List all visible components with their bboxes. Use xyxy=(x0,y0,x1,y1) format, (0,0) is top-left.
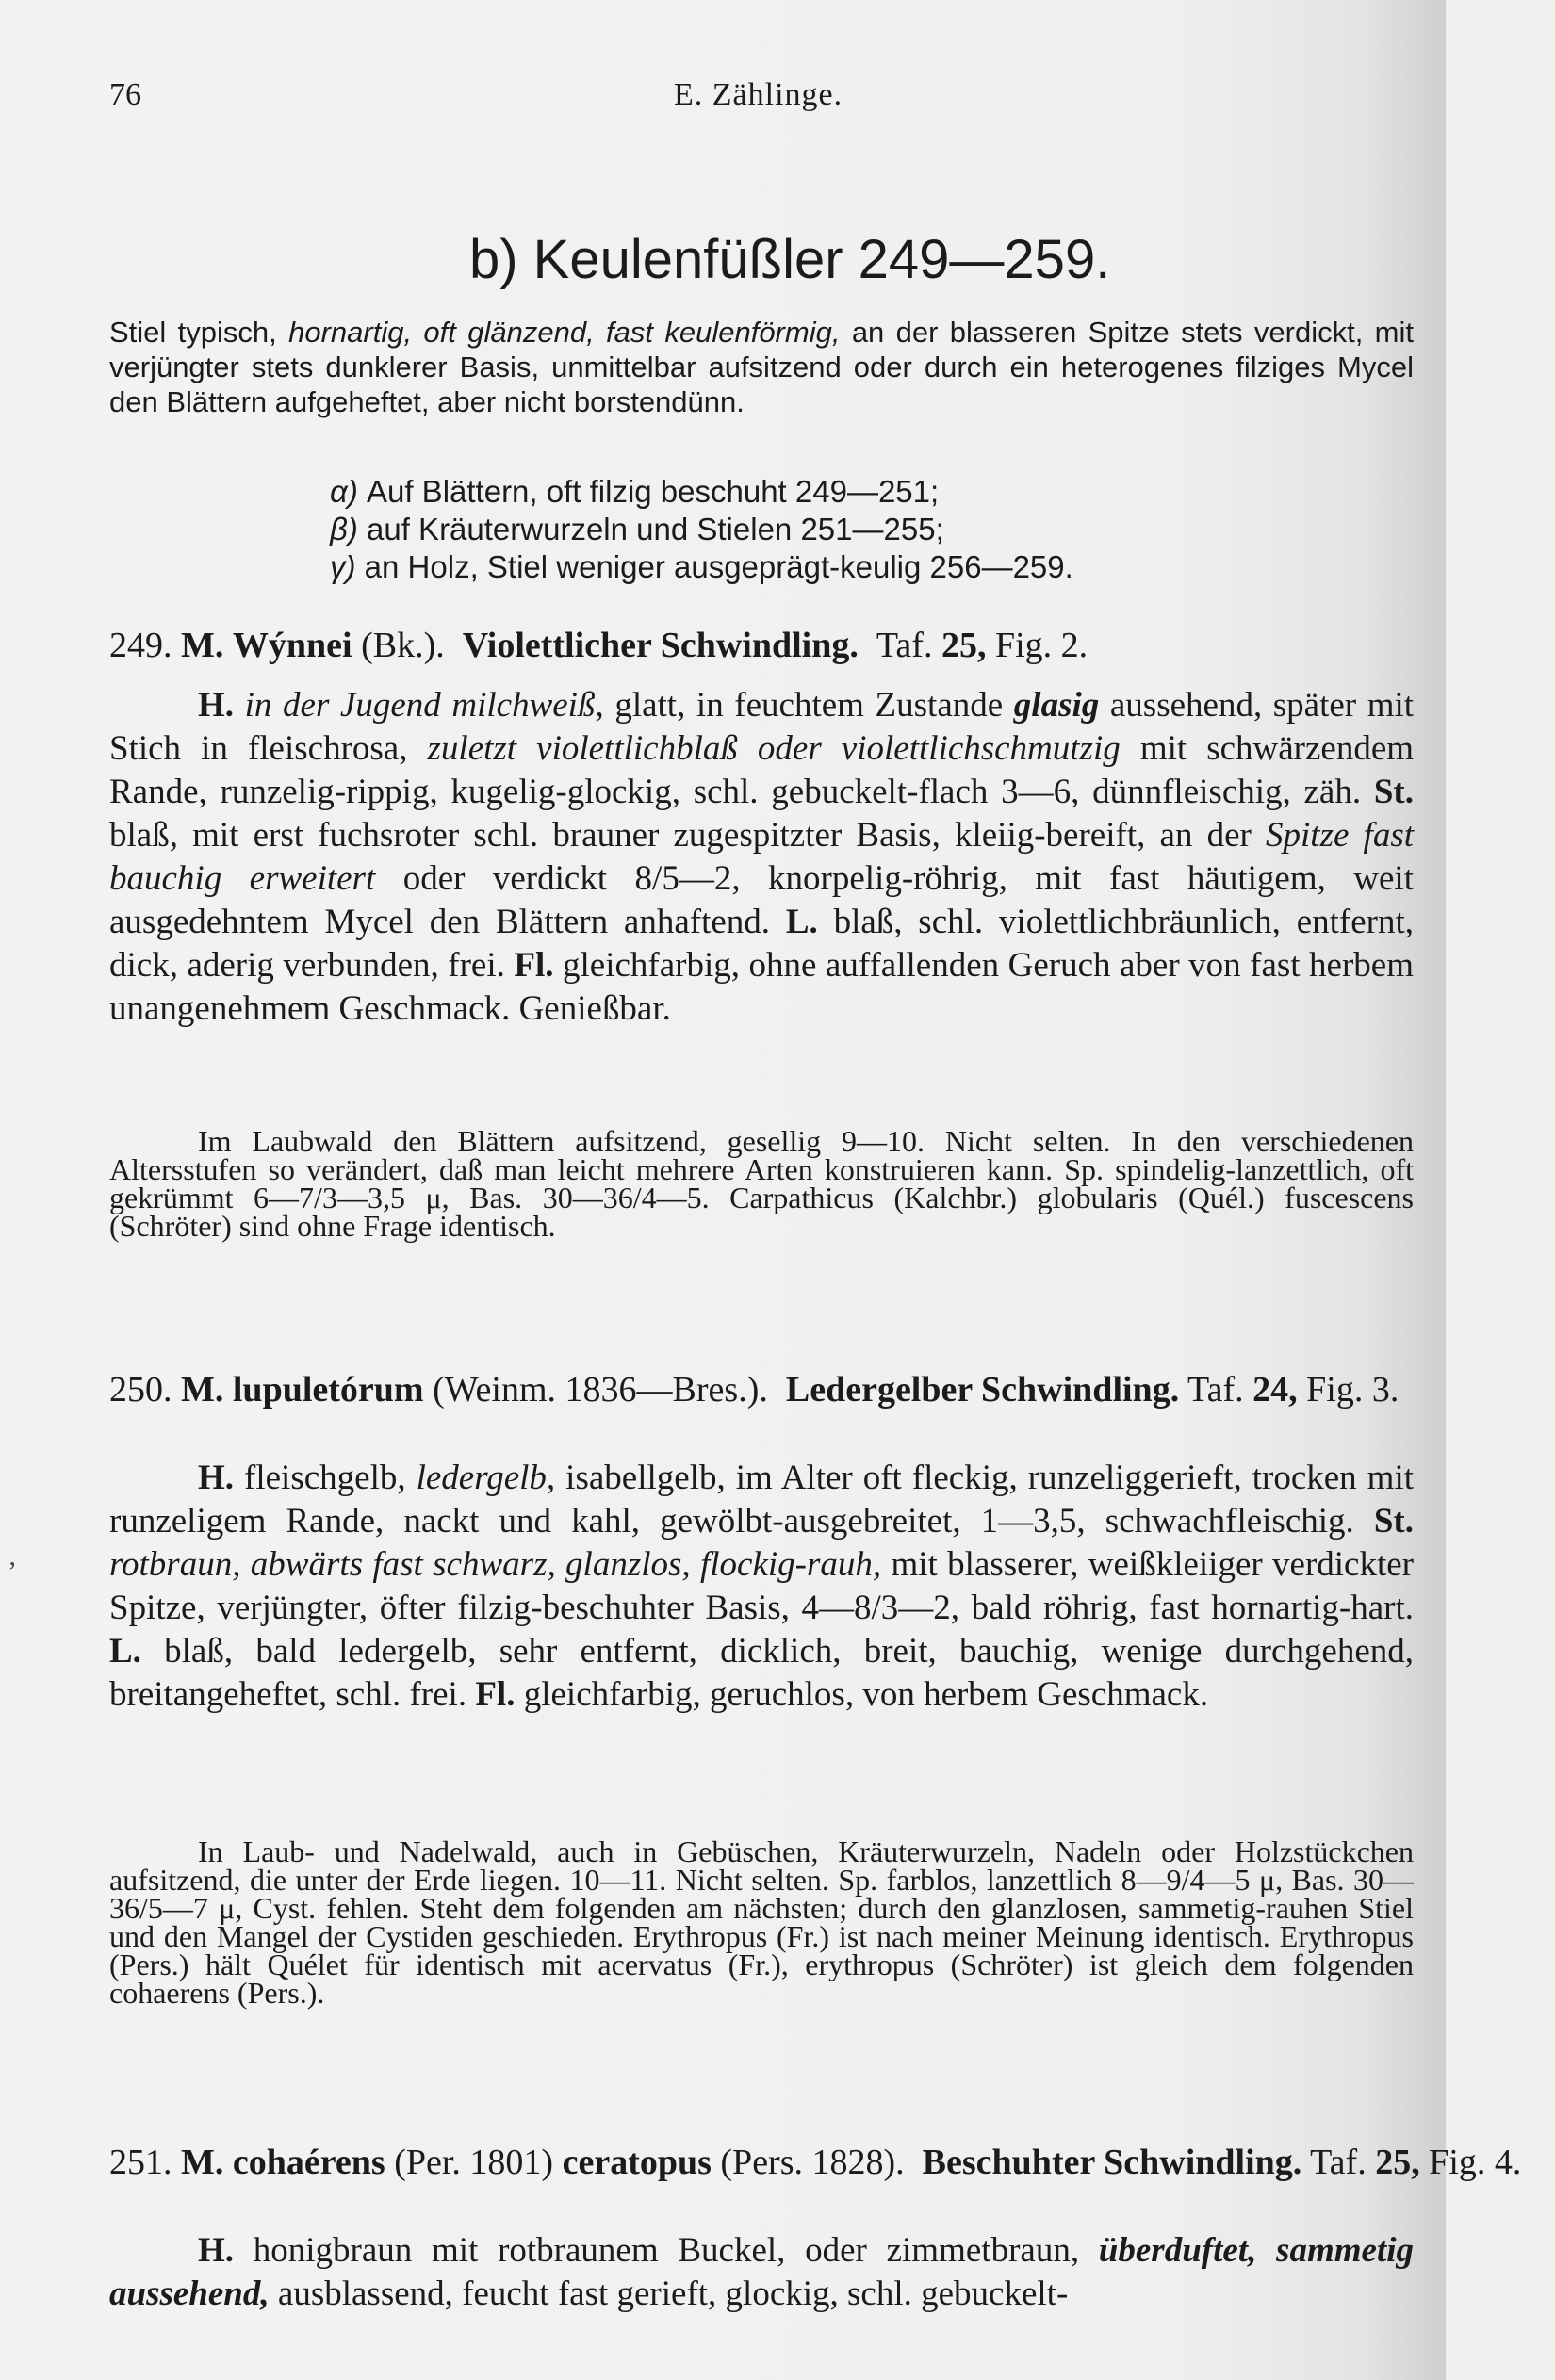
page-number: 76 xyxy=(109,77,141,112)
margin-mark: ʼ xyxy=(8,1557,17,1588)
group-item: β) auf Kräuterwurzeln und Stielen 251—255; xyxy=(330,512,944,546)
species-description-250: H. fleischgelb, ledergelb, isabellgelb, im Alter oft fleckig, runzeliggerieft, trocken mit runzeligem Rande, nackt und kahl, gewölbt-ausgebreitet, 1—3,5, schwachfleischig. St. rotbraun, abwärts fast schwarz, glanzlos, flockig-rauh, mit blasserer, weißkleiiger verdickter Spitze, verjüngter, öfter filzig-beschuhter Basis, 4—8/3—2, bald röhrig, fast hornartig-hart. L. blaß, bald ledergelb, sehr entfernt, dicklich, breit, bauchig, wenige durchgehend, breitangeheftet, schl. frei. Fl. gleichfarbig, geruchlos, von herbem Geschmack. xyxy=(109,1459,1415,1714)
species-notes-250: In Laub- und Nadelwald, auch in Gebüschen, Kräuterwurzeln, Nadeln oder Holzstückchen aufsitzend, die unter der Erde liegen. 10—11. Nicht selten. Sp. farblos, lanzettlich 8—9/4—5 μ, Bas. 30—36/5—7 μ, Cyst. fehlen. Steht dem folgenden am nächsten; durch den glanzlosen, sammetig-rauhen Stiel und den Mangel der Cystiden geschieden. Erythropus (Fr.) ist nach meiner Meinung identisch. Erythropus (Pers.) hält Quélet für identisch mit acervatus (Fr.), erythropus (Schröter) ist gleich dem folgenden cohaerens (Pers.). xyxy=(109,1834,1414,2010)
section-intro: Stiel typisch, hornartig, oft glänzend, fast keulenförmig, an der blasseren Spitze stets verdickt, mit verjüngter stets dunklerer Basis, unmittelbar aufsitzend oder durch ein heterogenes filziges Mycel den Blättern aufgeheftet, aber nicht borstendünn. xyxy=(109,316,1414,418)
running-head: E. Zählinge. xyxy=(674,77,843,112)
species-description-251: H. honigbraun mit rotbraunem Buckel, oder zimmetbraun, überduftet, sammetig aussehend, ausblassend, feucht fast gerieft, glockig, schl. gebuckelt- xyxy=(109,2231,1414,2313)
group-list xyxy=(330,473,1367,586)
group-item: γ) an Holz, Stiel weniger ausgeprägt-keulig 256—259. xyxy=(330,549,1073,584)
group-item: α) Auf Blättern, oft filzig beschuht 249—251; xyxy=(330,474,940,509)
species-notes-249: Im Laubwald den Blättern aufsitzend, gesellig 9—10. Nicht selten. In den verschiedenen Altersstufen so verändert, daß man leicht mehrere Arten konstruieren kann. Sp. spindelig-lanzettlich, oft gekrümmt 6—7/3—3,5 μ, Bas. 30—36/4—5. Carpathicus (Kalchbr.) globularis (Quél.) fuscescens (Schröter) sind ohne Frage identisch. xyxy=(109,1124,1414,1243)
species-description-249: H. in der Jugend milchweiß, glatt, in feuchtem Zustande glasig aussehend, später mit Stich in fleischrosa, zuletzt violettlichblaß oder violettlichschmutzig mit schwärzendem Rande, runzelig-rippig, kugelig-glockig, schl. gebuckelt-flach 3—6, dünnfleischig, zäh. St. blaß, mit erst fuchsroter schl. brauner zugespitzter Basis, kleiig-bereift, an der Spitze fast bauchig erweitert oder verdickt 8/5—2, knorpelig-röhrig, mit fast häutigem, weit ausgedehntem Mycel den Blättern anhaftend. L. blaß, schl. violettlichbräunlich, entfernt, dick, aderig verbunden, frei. Fl. gleichfarbig, ohne auffallenden Geruch aber von fast herbem unangenehmem Geschmack. Genießbar. xyxy=(109,686,1415,1028)
section-title: b) Keulenfüßler 249—259. xyxy=(469,229,1111,290)
species-heading-249: 249. M. Wýnnei (Bk.). Violettlicher Schwindling. Taf. 25, Fig. 2. xyxy=(109,626,1088,665)
species-heading-250: 250. M. lupuletórum (Weinm. 1836—Bres.). Ledergelber Schwindling. Taf. 24, Fig. 3. xyxy=(109,1370,1400,1410)
species-heading-251: 251. M. cohaérens (Per. 1801) ceratopus (Pers. 1828). Beschuhter Schwindling. Taf. 25, Fig. 4. xyxy=(109,2143,1522,2182)
